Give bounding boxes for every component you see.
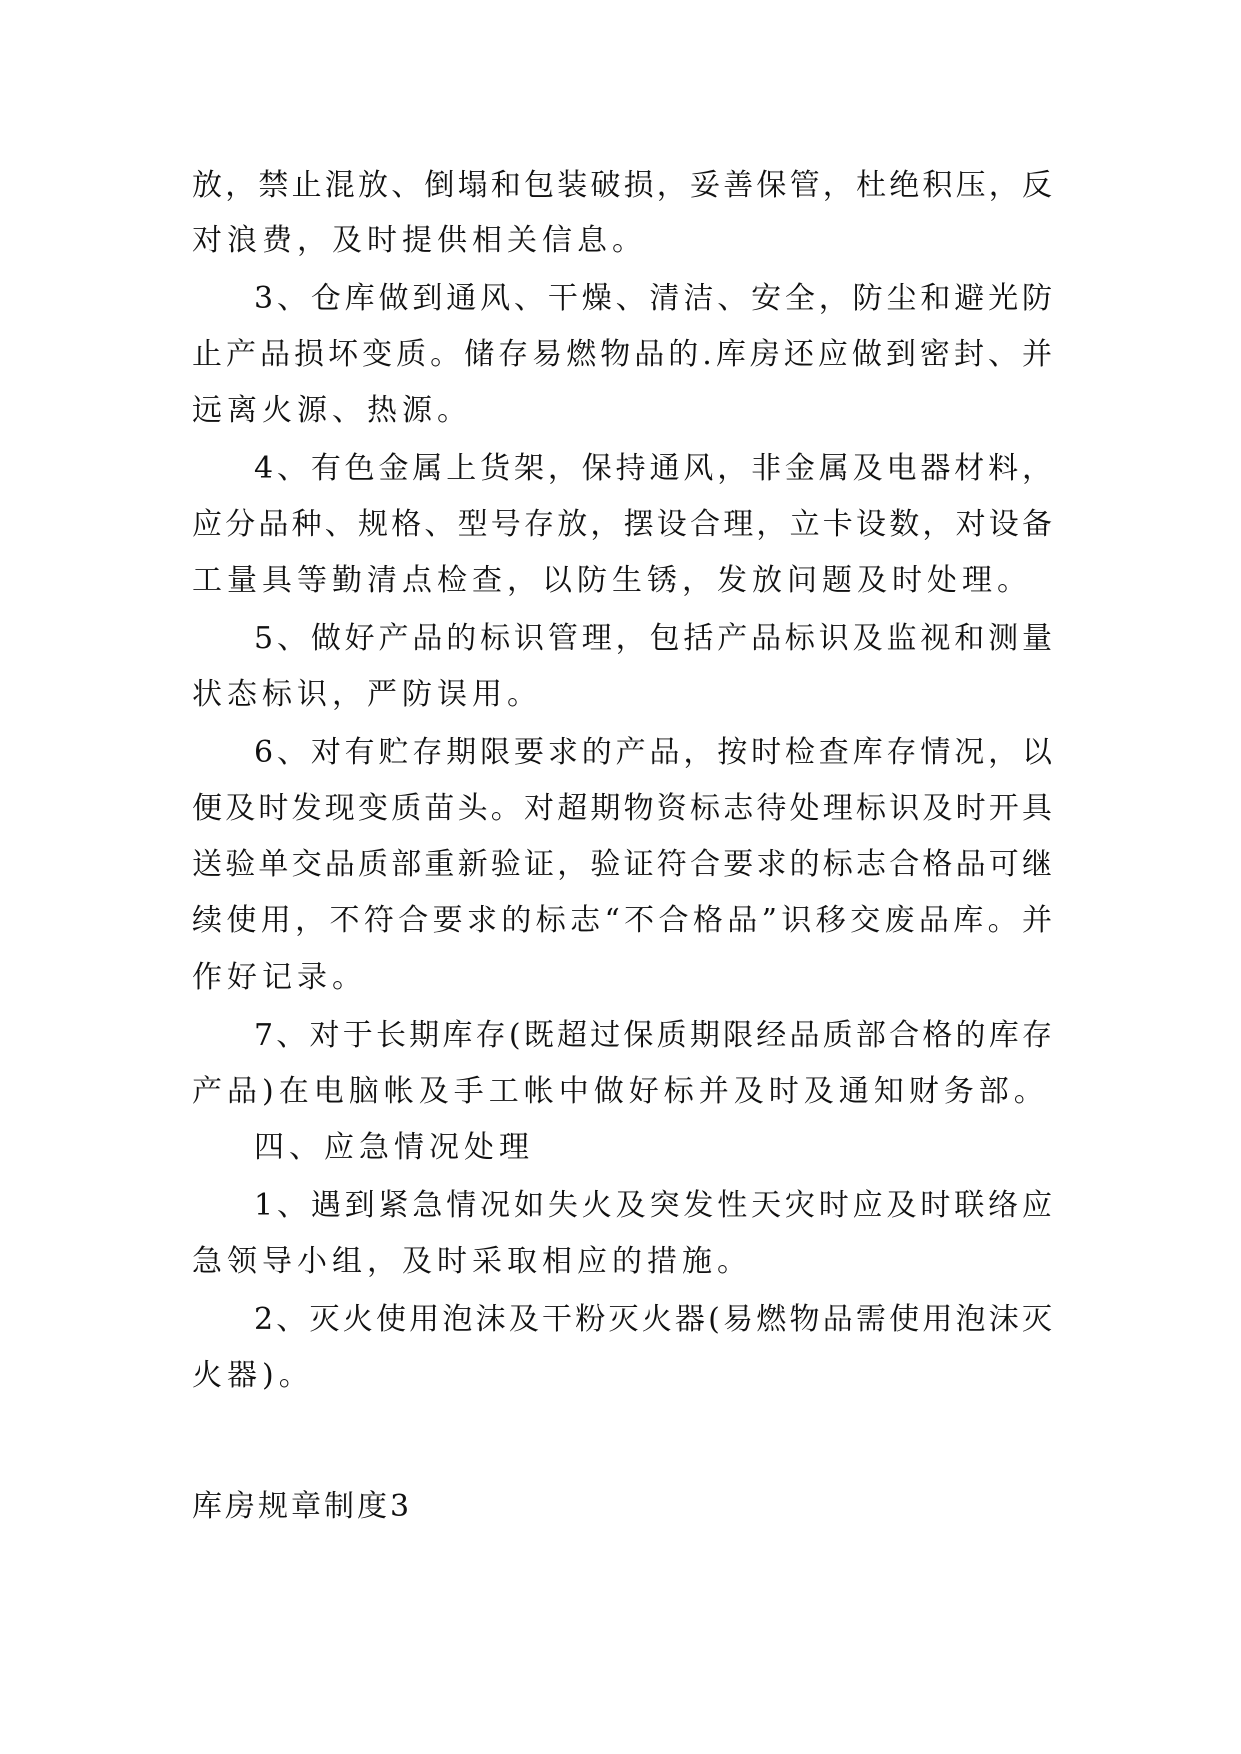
text-line: 止产品损坏变质。储存易燃物品的.库房还应做到密封、并: [192, 337, 1052, 372]
section-heading: 四、应急情况处理: [254, 1130, 534, 1165]
text-line: 4、有色金属上货架，保持通风，非金属及电器材料，: [254, 451, 1052, 486]
text-line: 6、对有贮存期限要求的产品，按时检查库存情况，以: [254, 735, 1052, 770]
text-line: 放，禁止混放、倒塌和包装破损，妥善保管，杜绝积压，反: [192, 168, 1052, 203]
section-title: 库房规章制度3: [192, 1489, 413, 1524]
text-line: 7、对于长期库存(既超过保质期限经品质部合格的库存: [254, 1018, 1052, 1053]
text-line: 火器)。: [192, 1358, 314, 1393]
text-line: 产品)在电脑帐及手工帐中做好标并及时及通知财务部。: [192, 1074, 1049, 1109]
text-line: 1、遇到紧急情况如失火及突发性天灾时应及时联络应: [254, 1188, 1052, 1223]
text-line: 便及时发现变质苗头。对超期物资标志待处理标识及时开具: [192, 791, 1052, 826]
text-line: 送验单交品质部重新验证，验证符合要求的标志合格品可继: [192, 847, 1052, 882]
text-line: 急领导小组，及时采取相应的措施。: [192, 1244, 752, 1279]
text-line: 应分品种、规格、型号存放，摆设合理，立卡设数，对设备: [192, 507, 1052, 542]
text-line: 工量具等勤清点检查，以防生锈，发放问题及时处理。: [192, 563, 1032, 598]
text-line: 对浪费，及时提供相关信息。: [192, 223, 647, 258]
text-line: 状态标识，严防误用。: [192, 677, 542, 712]
text-line: 远离火源、热源。: [192, 393, 472, 428]
text-line: 3、仓库做到通风、干燥、清洁、安全，防尘和避光防: [254, 281, 1052, 316]
text-line: 2、灭火使用泡沫及干粉灭火器(易燃物品需使用泡沫灭: [254, 1302, 1052, 1337]
text-line: 5、做好产品的标识管理，包括产品标识及监视和测量: [254, 621, 1052, 656]
text-line: 作好记录。: [192, 960, 367, 995]
text-line: 续使用，不符合要求的标志“不合格品”识移交废品库。并: [192, 903, 1052, 938]
